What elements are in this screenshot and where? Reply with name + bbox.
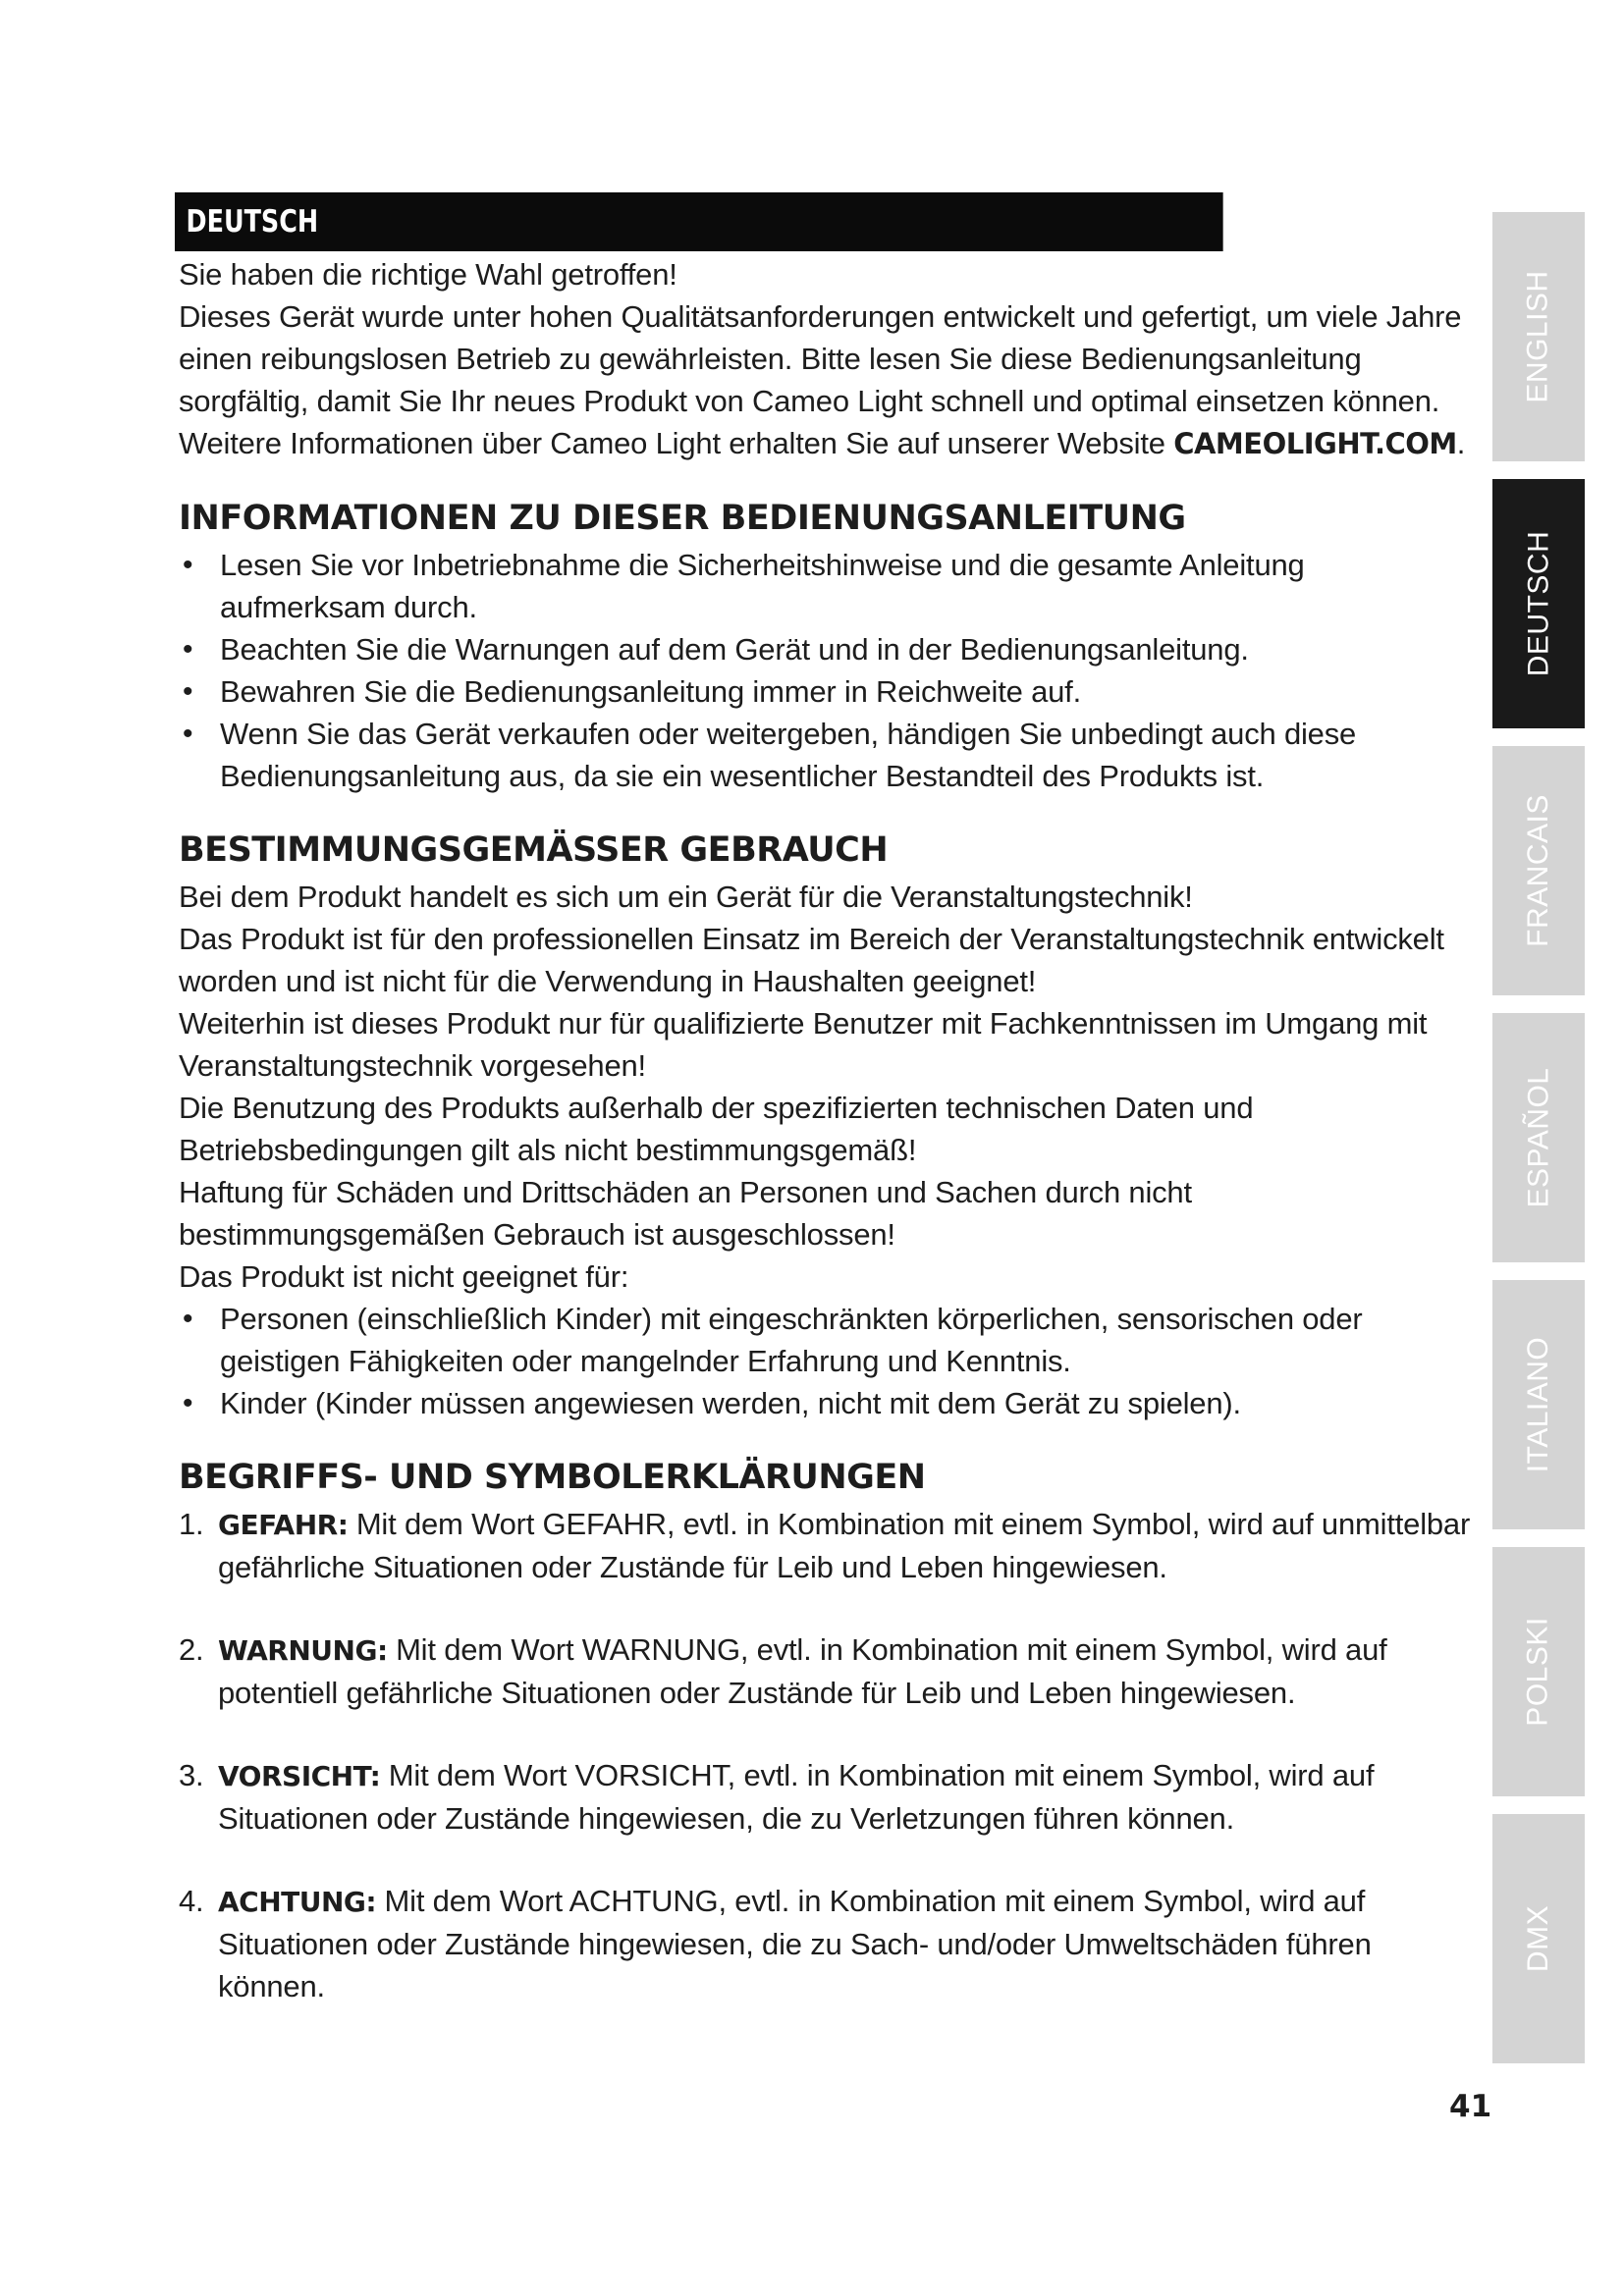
tab-english[interactable] <box>1492 212 1585 461</box>
tab-label: DEUTSCH <box>1522 530 1555 677</box>
tab-label: ENGLISH <box>1522 270 1554 403</box>
tab-label: DMX <box>1521 1904 1554 1973</box>
term-number: 4. <box>179 1884 204 1918</box>
intended-use-paragraph: Haftung für Schäden und Drittschäden an Personen und Sachen durch nicht bestimmungsgemäßen Gebrauch ist ausgeschlossen! <box>179 1175 1192 1252</box>
term-label: VORSICHT: <box>218 1760 381 1792</box>
term-description: Mit dem Wort ACHTUNG, evtl. in Kombination mit einem Symbol, wird auf Situationen oder Zustände hingewiesen, die zu Sach- und/oder Umweltschäden führen können. <box>218 1884 1372 2003</box>
tab-espanol[interactable] <box>1492 1013 1585 1262</box>
main-content <box>179 253 1475 2048</box>
list-item: • Wenn Sie das Gerät verkaufen oder weitergeben, händigen Sie unbedingt auch diese Bedienungsanleitung aus, da sie ein wesentlicher Bestandteil des Produkts ist. <box>179 713 1475 797</box>
list-item: • Personen (einschließlich Kinder) mit eingeschränkten körperlichen, sensorischen oder geistigen Fähigkeiten oder mangelnder Erfahrung und Kenntnis. <box>179 1298 1475 1382</box>
manual-info-list <box>179 544 1475 797</box>
list-item: • Lesen Sie vor Inbetriebnahme die Sicherheitshinweise und die gesamte Anleitung aufmerksam durch. <box>179 544 1475 628</box>
intended-use-paragraph: Das Produkt ist für den professionellen Einsatz im Bereich der Veranstaltungstechnik entwickelt worden und ist nicht für die Verwendung in Haushalten geeignet! <box>179 922 1444 998</box>
list-item: • Kinder (Kinder müssen angewiesen werden, nicht mit dem Gerät zu spielen). <box>179 1382 1475 1424</box>
language-header-bar <box>175 192 1223 251</box>
tab-italiano[interactable] <box>1492 1280 1585 1529</box>
language-header-label: DEUTSCH <box>186 204 319 240</box>
tab-deutsch[interactable] <box>1492 479 1585 728</box>
page-number: 41 <box>1449 2089 1492 2124</box>
term-description: Mit dem Wort GEFAHR, evtl. in Kombination mit einem Symbol, wird auf unmittelbar gefährliche Situationen oder Zustände für Leib und Leben hingewiesen. <box>218 1507 1471 1584</box>
term-description: Mit dem Wort WARNUNG, evtl. in Kombination mit einem Symbol, wird auf potentiell gefährliche Situationen oder Zustände für Leib und Leben hingewiesen. <box>218 1632 1387 1710</box>
term-number: 2. <box>179 1632 204 1667</box>
tab-dmx[interactable] <box>1492 1814 1585 2063</box>
term-item <box>179 1503 1475 1588</box>
term-item <box>179 1754 1475 1840</box>
list-item: • Bewahren Sie die Bedienungsanleitung immer in Reichweite auf. <box>179 670 1475 713</box>
tab-label: ITALIANO <box>1522 1336 1555 1473</box>
website-link[interactable]: CAMEOLIGHT.COM <box>1173 427 1457 460</box>
tab-label: FRANCAIS <box>1522 794 1554 947</box>
term-item <box>179 1629 1475 1714</box>
tab-label: ESPAÑOL <box>1522 1067 1554 1208</box>
heading-manual-info: INFORMATIONEN ZU DIESER BEDIENUNGSANLEITUNG <box>179 499 1186 538</box>
tab-label: POLSKI <box>1522 1617 1555 1727</box>
term-item <box>179 1880 1475 2007</box>
term-label: WARNUNG: <box>218 1634 388 1667</box>
term-number: 1. <box>179 1507 204 1541</box>
intro-line: Sie haben die richtige Wahl getroffen! <box>179 257 677 292</box>
intended-use-paragraph: Bei dem Produkt handelt es sich um ein Gerät für die Veranstaltungstechnik! <box>179 880 1193 914</box>
term-number: 3. <box>179 1758 204 1792</box>
term-label: ACHTUNG: <box>218 1886 377 1918</box>
intended-use-paragraph: Die Benutzung des Produkts außerhalb der spezifizierten technischen Daten und Betriebsbedingungen gilt als nicht bestimmungsgemäß! <box>179 1091 1254 1167</box>
not-suitable-list <box>179 1298 1475 1424</box>
term-description: Mit dem Wort VORSICHT, evtl. in Kombination mit einem Symbol, wird auf Situationen oder Zustände hingewiesen, die zu Verletzungen führen können. <box>218 1758 1375 1836</box>
intro-paragraph-text: Dieses Gerät wurde unter hohen Qualitätsanforderungen entwickelt und gefertigt, um viele Jahre einen reibungslosen Betrieb zu gewährleisten. Bitte lesen Sie diese Bedienungsanleitung sorgfältig, damit Sie Ihr neues Produkt von Cameo Light schnell und optimal einsetzen können. Weitere Informationen über Cameo Light erhalten Sie auf unserer Website <box>179 299 1462 460</box>
intro-period: . <box>1456 426 1466 460</box>
list-item: • Beachten Sie die Warnungen auf dem Gerät und in der Bedienungsanleitung. <box>179 628 1475 670</box>
heading-terms-symbols: BEGRIFFS- UND SYMBOLERKLÄRUNGEN <box>179 1458 926 1497</box>
tab-polski[interactable] <box>1492 1547 1585 1796</box>
terms-list <box>179 1503 1475 2007</box>
intended-use-paragraph: Das Produkt ist nicht geeignet für: <box>179 1259 629 1294</box>
term-label: GEFAHR: <box>218 1509 349 1541</box>
intro-paragraph <box>179 295 1475 465</box>
tab-francais[interactable] <box>1492 746 1585 995</box>
intended-use-paragraph: Weiterhin ist dieses Produkt nur für qualifizierte Benutzer mit Fachkenntnissen im Umgang mit Veranstaltungstechnik vorgesehen! <box>179 1006 1428 1083</box>
heading-intended-use: BESTIMMUNGSGEMÄSSER GEBRAUCH <box>179 830 889 870</box>
